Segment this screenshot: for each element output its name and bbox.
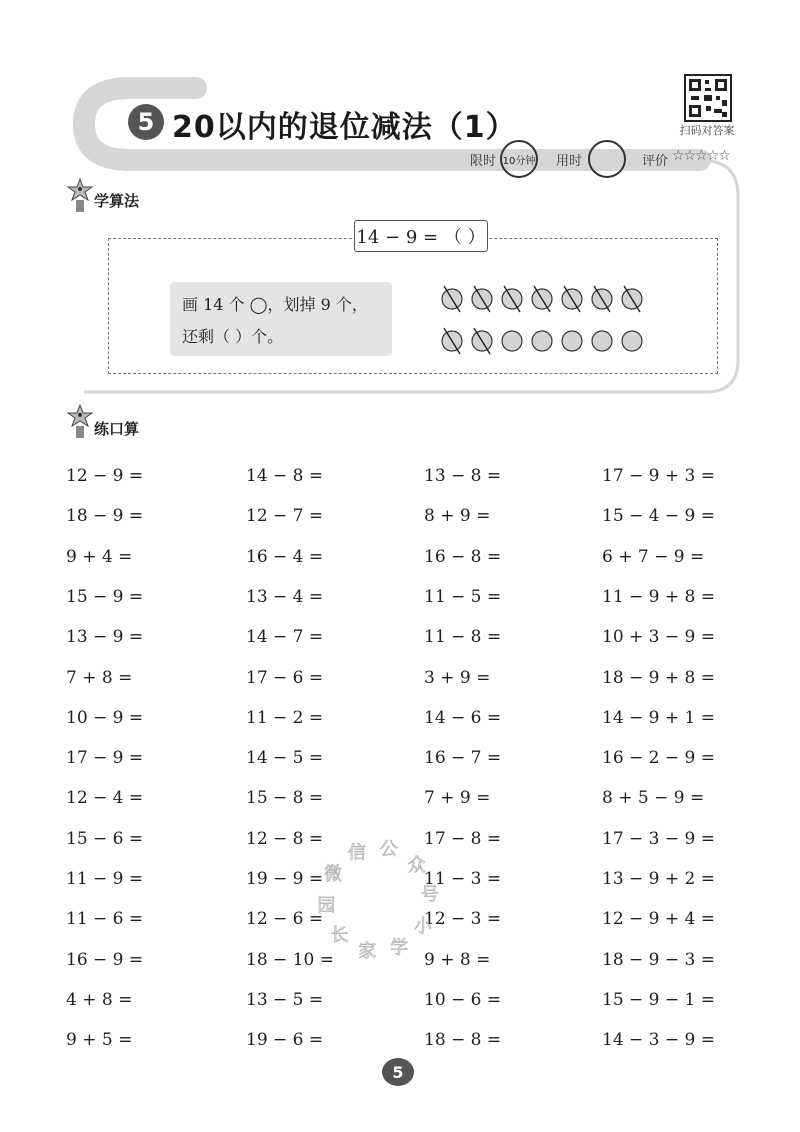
time-limit-timer-icon [500, 140, 538, 178]
problem-item: 12 − 9 = [66, 466, 144, 486]
problem-item: 12 − 4 = [66, 788, 144, 809]
counting-circle [592, 331, 612, 351]
problem-item: 8 + 9 = [424, 506, 491, 527]
problem-item: 16 − 2 − 9 = [602, 748, 716, 769]
problem-item: 17 − 6 = [246, 667, 324, 688]
section-tag-learn: 学算法 [94, 192, 140, 210]
watermark-char: 公 [379, 839, 398, 861]
problem-item: 12 − 7 = [246, 506, 324, 527]
problem-item: 14 − 8 = [246, 466, 324, 486]
problem-item: 11 − 3 = [424, 869, 502, 889]
star-mascot-icon [66, 178, 94, 216]
problem-item: 16 − 7 = [424, 748, 502, 769]
problem-item: 10 − 9 = [66, 707, 144, 728]
problem-item: 7 + 9 = [424, 788, 491, 809]
counting-circles-grid [430, 282, 660, 358]
problem-item: 9 + 8 = [424, 949, 491, 970]
lesson-instruction-box [170, 282, 392, 356]
problem-item: 11 − 8 = [424, 627, 502, 648]
problem-item: 11 − 6 = [66, 909, 144, 930]
rating-stars[interactable]: ☆☆☆☆☆ [672, 148, 730, 164]
problem-item: 17 − 3 − 9 = [602, 828, 716, 849]
problem-item: 11 − 2 = [246, 707, 324, 728]
watermark-char: 长 [330, 924, 349, 946]
problem-item: 18 − 8 = [424, 1030, 502, 1051]
problem-item: 6 + 7 − 9 = [602, 546, 705, 567]
problem-item: 9 + 4 = [66, 546, 133, 567]
problem-item: 13 − 4 = [246, 586, 324, 607]
problem-item: 13 − 9 + 2 = [602, 869, 716, 889]
watermark-char: 学 [390, 937, 409, 959]
watermark-char: 家 [358, 940, 377, 962]
problem-item: 17 − 9 + 3 = [602, 466, 716, 486]
qr-label: 扫码对答案 [679, 124, 735, 137]
watermark-char: 号 [420, 884, 439, 906]
watermark-char: 园 [317, 895, 336, 917]
problem-item: 12 − 9 + 4 = [602, 909, 716, 930]
section-tag-practice: 练口算 [94, 420, 140, 438]
problem-item: 16 − 9 = [66, 949, 144, 970]
problem-item: 9 + 5 = [66, 1030, 133, 1051]
counting-circle [532, 331, 552, 351]
watermark-char: 微 [323, 864, 342, 885]
problem-item: 17 − 8 = [424, 828, 502, 849]
problem-item: 18 − 9 = [66, 506, 144, 527]
problem-item: 19 − 6 = [246, 1030, 324, 1051]
page-number: 5 [382, 1058, 414, 1086]
lesson-instruction-line-1: 画 14 个 ◯，划掉 9 个， [182, 295, 368, 314]
problem-item: 13 − 9 = [66, 627, 144, 648]
problem-item: 11 − 5 = [424, 586, 502, 607]
problem-item: 14 − 9 + 1 = [602, 707, 716, 728]
star-mascot-icon [66, 404, 94, 442]
problem-item: 13 − 5 = [246, 989, 324, 1010]
qr-code-icon[interactable] [684, 74, 732, 122]
rating-label: 评价 [642, 154, 669, 169]
problem-item: 10 + 3 − 9 = [602, 627, 716, 648]
problem-item: 11 − 9 + 8 = [602, 586, 716, 607]
time-limit-value: 10分钟 [502, 155, 536, 167]
problem-item: 15 − 8 = [246, 788, 324, 809]
problem-item: 15 − 6 = [66, 828, 144, 849]
problem-item: 14 − 3 − 9 = [602, 1030, 716, 1051]
problem-item: 12 − 6 = [246, 909, 324, 930]
problem-item: 7 + 8 = [66, 667, 133, 688]
problem-item: 16 − 8 = [424, 546, 502, 567]
counting-circle [502, 331, 522, 351]
problem-item: 10 − 6 = [424, 989, 502, 1010]
watermark-char: 众 [407, 855, 426, 877]
problem-item: 18 − 9 − 3 = [602, 949, 716, 970]
problem-item: 18 − 10 = [246, 949, 334, 970]
problem-item: 15 − 4 − 9 = [602, 506, 716, 527]
problem-item: 17 − 9 = [66, 748, 144, 769]
counting-circle [622, 331, 642, 351]
problem-item: 14 − 7 = [246, 627, 324, 648]
problem-item: 3 + 9 = [424, 667, 491, 688]
problem-item: 8 + 5 − 9 = [602, 788, 705, 809]
problem-item: 19 − 9 = [246, 869, 324, 889]
time-used-timer-icon[interactable] [588, 140, 626, 178]
problem-item: 12 − 3 = [424, 909, 502, 930]
watermark-char: 信 [347, 842, 366, 864]
unit-number-badge: 5 [128, 104, 164, 140]
lesson-equation: 14 − 9 = （ ） [354, 220, 488, 252]
problem-item: 14 − 5 = [246, 748, 324, 769]
problem-item: 14 − 6 = [424, 707, 502, 728]
problem-item: 15 − 9 − 1 = [602, 989, 716, 1010]
problem-item: 12 − 8 = [246, 828, 324, 849]
problem-item: 4 + 8 = [66, 989, 133, 1010]
problem-item: 11 − 9 = [66, 869, 144, 889]
watermark-char: 小 [414, 916, 433, 937]
lesson-instruction-line-2: 还剩（ ）个。 [182, 327, 284, 346]
problem-item: 15 − 9 = [66, 586, 144, 607]
problem-item: 18 − 9 + 8 = [602, 667, 716, 688]
watermark-stamp [308, 830, 448, 970]
problem-item: 16 − 4 = [246, 546, 324, 567]
page-title: 20以内的退位减法（1） [172, 110, 517, 145]
time-limit-label: 限时 [470, 154, 497, 169]
time-used-label: 用时 [556, 154, 583, 169]
counting-circle [562, 331, 582, 351]
problem-item: 13 − 8 = [424, 466, 502, 486]
